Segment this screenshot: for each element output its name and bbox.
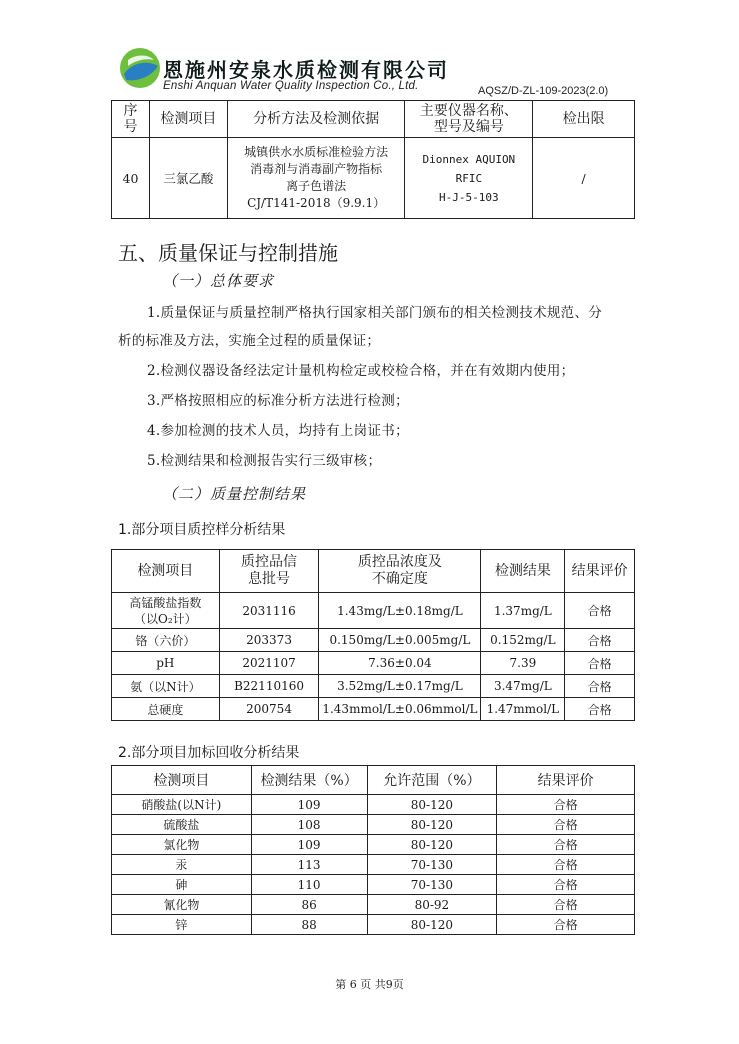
table-row	[112, 629, 635, 652]
cell-item: 砷	[112, 875, 252, 895]
cell-batch: 203373	[219, 629, 319, 652]
method-line: 消毒剂与消毒副产物指标	[250, 162, 383, 176]
cell-item: 总硬度	[112, 698, 220, 721]
subsection-title-results: （二）质量控制结果	[162, 485, 307, 503]
cell-result: 1.37mg/L	[481, 593, 565, 629]
cell-batch: 2021107	[219, 652, 319, 675]
cell-result: 86	[251, 895, 367, 915]
cell-range: 80-120	[367, 835, 497, 855]
cell-conc: 0.150mg/L±0.005mg/L	[319, 629, 481, 652]
table-row	[112, 835, 635, 855]
table-header-row	[112, 101, 635, 138]
table-row	[112, 698, 635, 721]
method-line: 城镇供水水质标准检验方法	[244, 145, 389, 159]
table-row	[112, 915, 635, 935]
table-row	[112, 593, 635, 629]
instrument-line: RFIC	[455, 171, 483, 185]
header-batch: 质控品信息批号	[219, 550, 319, 593]
header-instrument: 主要仪器名称、型号及编号	[405, 101, 533, 138]
row-method	[227, 138, 405, 219]
header-range: 允许范围（%）	[367, 766, 497, 795]
cell-eval: 合格	[565, 675, 635, 698]
cell-item: 硫酸盐	[112, 815, 252, 835]
method-line: CJ/T141-2018（9.9.1）	[247, 196, 386, 210]
header-eval: 结果评价	[497, 766, 635, 795]
cell-eval: 合格	[565, 652, 635, 675]
row-limit: /	[533, 138, 635, 219]
header-item: 检测项目	[149, 101, 227, 138]
spike-table	[111, 765, 635, 935]
cell-conc: 7.36±0.04	[319, 652, 481, 675]
cell-batch: 200754	[219, 698, 319, 721]
cell-result: 109	[251, 835, 367, 855]
cell-item: 锌	[112, 915, 252, 935]
paragraph: 3.严格按照相应的标准分析方法进行检测；	[147, 393, 409, 409]
cell-item: 氰化物	[112, 895, 252, 915]
header-no: 序号	[112, 101, 150, 138]
cell-eval: 合格	[497, 895, 635, 915]
method-line: 离子色谱法	[286, 179, 347, 193]
cell-item: 汞	[112, 855, 252, 875]
cell-conc: 1.43mmol/L±0.06mmol/L	[319, 698, 481, 721]
section-title: 五、质量保证与控制措施	[118, 241, 338, 265]
table-row	[112, 875, 635, 895]
cell-item: 氨（以N计）	[112, 675, 220, 698]
cell-result: 113	[251, 855, 367, 875]
cell-range: 80-120	[367, 795, 497, 815]
header-eval: 结果评价	[565, 550, 635, 593]
table-row	[112, 652, 635, 675]
table-header-row	[112, 550, 635, 593]
instrument-line: H-J-5-103	[439, 190, 499, 204]
qc-table	[111, 549, 635, 721]
row-instrument	[405, 138, 533, 219]
table-row	[112, 855, 635, 875]
header-item: 检测项目	[112, 766, 252, 795]
paragraph: 析的标准及方法，实施全过程的质量保证；	[118, 333, 381, 349]
header-result: 检测结果	[481, 550, 565, 593]
paragraph: 2.检测仪器设备经法定计量机构检定或校检合格，并在有效期内使用；	[147, 363, 575, 379]
cell-result: 1.47mmol/L	[481, 698, 565, 721]
company-logo	[118, 46, 162, 90]
row-item: 三氯乙酸	[149, 138, 227, 219]
header-conc: 质控品浓度及不确定度	[319, 550, 481, 593]
cell-batch: B22110160	[219, 675, 319, 698]
table-row	[112, 815, 635, 835]
cell-range: 80-120	[367, 915, 497, 935]
header-item: 检测项目	[112, 550, 220, 593]
cell-item: 硝酸盐(以N计)	[112, 795, 252, 815]
spike-table-caption: 2.部分项目加标回收分析结果	[118, 745, 300, 761]
cell-result: 3.47mg/L	[481, 675, 565, 698]
header-result: 检测结果（%）	[251, 766, 367, 795]
cell-conc: 3.52mg/L±0.17mg/L	[319, 675, 481, 698]
page-number: 第 6 页 共9页	[335, 978, 404, 991]
cell-eval: 合格	[497, 835, 635, 855]
cell-result: 110	[251, 875, 367, 895]
cell-result: 0.152mg/L	[481, 629, 565, 652]
cell-eval: 合格	[497, 815, 635, 835]
qc-table-caption: 1.部分项目质控样分析结果	[118, 522, 286, 538]
cell-eval: 合格	[565, 698, 635, 721]
company-name-en: Enshi Anquan Water Quality Inspection Co., Ltd.	[163, 80, 419, 92]
cell-eval: 合格	[497, 795, 635, 815]
table-row	[112, 138, 635, 219]
table-row	[112, 895, 635, 915]
cell-conc: 1.43mg/L±0.18mg/L	[319, 593, 481, 629]
subsection-title-general: （一）总体要求	[162, 272, 275, 290]
instrument-line: Dionnex AQUION	[422, 152, 516, 166]
cell-result: 88	[251, 915, 367, 935]
cell-eval: 合格	[497, 875, 635, 895]
row-no: 40	[112, 138, 150, 219]
paragraph: 1.质量保证与质量控制严格执行国家相关部门颁布的相关检测技术规范、分	[147, 305, 603, 321]
cell-item: 氯化物	[112, 835, 252, 855]
document-code: AQSZ/D-ZL-109-2023(2.0)	[478, 85, 609, 97]
cell-item: pH	[112, 652, 220, 675]
cell-eval: 合格	[565, 593, 635, 629]
table-header-row	[112, 766, 635, 795]
table-row	[112, 795, 635, 815]
cell-range: 80-92	[367, 895, 497, 915]
paragraph: 4.参加检测的技术人员，均持有上岗证书；	[147, 423, 409, 439]
method-table	[111, 100, 635, 219]
cell-eval: 合格	[497, 855, 635, 875]
cell-result: 108	[251, 815, 367, 835]
cell-eval: 合格	[497, 915, 635, 935]
cell-range: 80-120	[367, 815, 497, 835]
paragraph: 5.检测结果和检测报告实行三级审核；	[147, 453, 382, 469]
cell-range: 70-130	[367, 855, 497, 875]
cell-batch: 2031116	[219, 593, 319, 629]
cell-eval: 合格	[565, 629, 635, 652]
cell-result: 109	[251, 795, 367, 815]
cell-item: 高锰酸盐指数（以O₂计）	[112, 593, 220, 629]
cell-range: 70-130	[367, 875, 497, 895]
company-name-cn: 恩施州安泉水质检测有限公司	[163, 58, 449, 82]
table-row	[112, 675, 635, 698]
cell-item: 铬（六价）	[112, 629, 220, 652]
header-method: 分析方法及检测依据	[227, 101, 405, 138]
header-limit: 检出限	[533, 101, 635, 138]
cell-result: 7.39	[481, 652, 565, 675]
